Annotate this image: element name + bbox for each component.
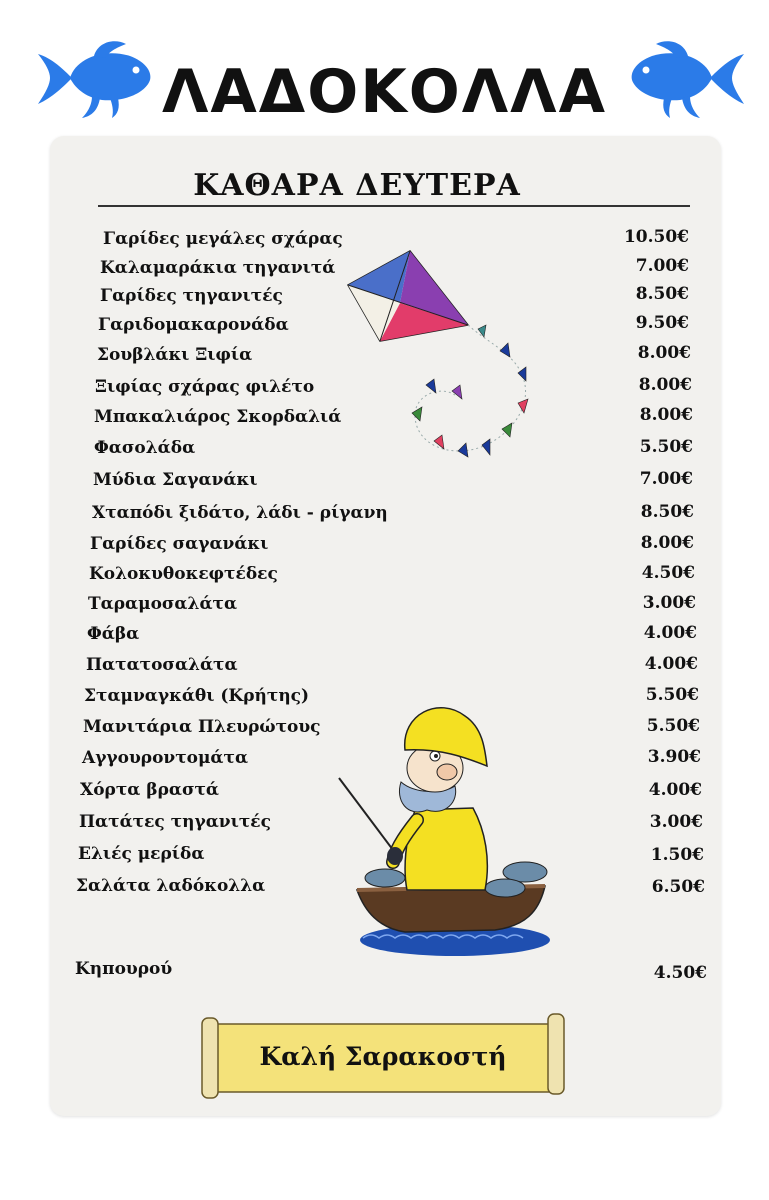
menu-item-name: Πατάτες τηγανιτές (79, 812, 271, 832)
menu-item-name: Κηπουρού (75, 959, 173, 979)
menu-item-price: 8.50€ (640, 502, 694, 522)
kite-illustration (340, 245, 540, 470)
menu-item-price: 8.00€ (638, 375, 692, 395)
menu-item-name: Μύδια Σαγανάκι (93, 470, 258, 490)
menu-item-name: Ελιές μερίδα (78, 844, 205, 864)
menu-item-price: 4.50€ (653, 963, 707, 983)
menu-item-price: 1.50€ (650, 845, 704, 865)
menu-item-name: Φάβα (87, 624, 140, 644)
menu-item-price: 4.00€ (643, 623, 697, 643)
menu-item-name: Κολοκυθοκεφτέδες (89, 564, 278, 584)
menu-item-name: Αγγουροντομάτα (82, 748, 249, 768)
heading-divider (98, 205, 690, 207)
restaurant-name: ΛΑΔΟΚΟΛΛΑ (161, 57, 608, 127)
menu-item-price: 6.50€ (651, 877, 705, 897)
menu-item-price: 7.00€ (639, 469, 693, 489)
menu-item-name: Καλαμαράκια τηγανιτά (100, 258, 336, 278)
footer-greeting: Καλή Σαρακοστή (259, 1042, 507, 1071)
fisherman-illustration (335, 690, 565, 960)
menu-item-name: Σαλάτα λαδόκολλα (76, 876, 266, 896)
menu-item-price: 3.90€ (647, 747, 701, 767)
menu-item-price: 5.50€ (646, 716, 700, 736)
menu-item-name: Πατατοσαλάτα (86, 655, 238, 675)
menu-item-name: Ξιφίας σχάρας φιλέτο (95, 377, 315, 397)
menu-item-name: Χταπόδι ξιδάτο, λάδι - ρίγανη (92, 503, 388, 523)
menu-item-price: 9.50€ (635, 313, 689, 333)
menu-item-name: Μπακαλιάρος Σκορδαλιά (94, 407, 342, 427)
menu-item-name: Χόρτα βραστά (80, 780, 220, 800)
menu-item-price: 8.00€ (640, 533, 694, 553)
menu-item-price: 4.00€ (644, 654, 698, 674)
menu-item-name: Φασολάδα (94, 438, 196, 458)
menu-item-name: Μανιτάρια Πλευρώτους (83, 717, 321, 737)
menu-item-price: 5.50€ (645, 685, 699, 705)
menu-item-price: 10.50€ (623, 227, 689, 247)
menu-item-name: Γαρίδες σαγανάκι (90, 534, 269, 554)
menu-item-price: 3.00€ (649, 812, 703, 832)
menu-item-price: 5.50€ (639, 437, 693, 457)
menu-item-price: 7.00€ (635, 256, 689, 276)
menu-item-name: Σταμναγκάθι (Κρήτης) (84, 686, 310, 706)
menu-item-price: 8.50€ (635, 284, 689, 304)
menu-item-price: 8.00€ (639, 405, 693, 425)
menu-item-price: 4.50€ (641, 563, 695, 583)
menu-item-price: 4.00€ (648, 780, 702, 800)
menu-heading: ΚΑΘΑΡΑ ΔΕΥΤΕΡΑ (193, 168, 521, 203)
menu-item-name: Ταραμοσαλάτα (88, 594, 238, 614)
menu-item-name: Γαριδομακαρονάδα (98, 315, 289, 335)
menu-item-name: Σουβλάκι Ξιφία (97, 345, 253, 365)
menu-item-price: 8.00€ (637, 343, 691, 363)
menu-item-name: Γαρίδες τηγανιτές (100, 286, 283, 306)
menu-item-name: Γαρίδες μεγάλες σχάρας (103, 229, 343, 249)
menu-item-price: 3.00€ (642, 593, 696, 613)
